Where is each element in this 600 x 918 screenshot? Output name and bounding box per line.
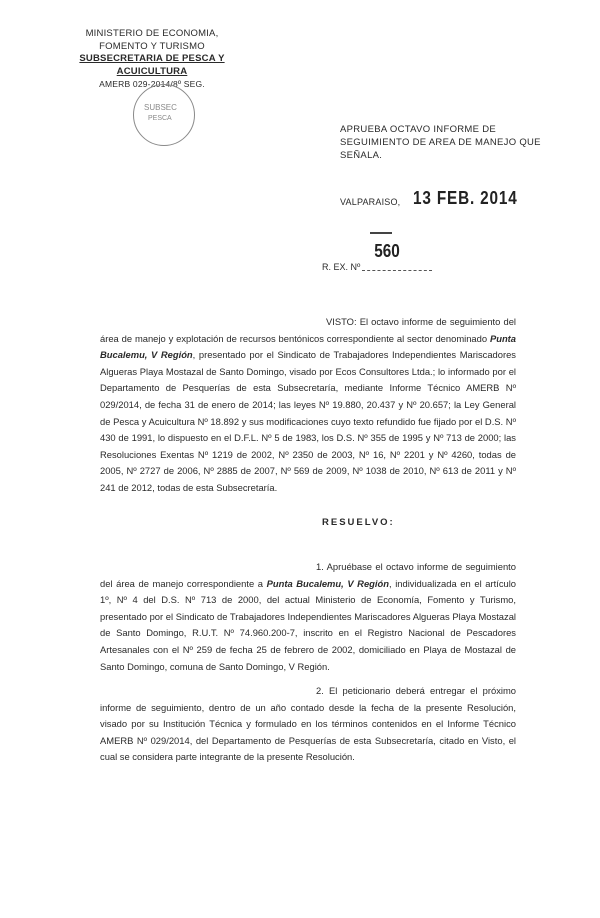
place-label: VALPARAISO, [340,197,401,207]
visto-label: VISTO: [326,316,357,327]
handwritten-dash [370,232,392,234]
resolution-point-1 [100,559,516,675]
official-stamp [133,84,195,146]
stamp-text-2: PESCA [148,115,172,122]
stamp-text-1: SUBSEC [144,103,177,112]
visto-place-name: Punta Bucalemu, V Región [100,332,517,361]
rex-underline [362,270,432,271]
p1-place-name: Punta Bucalemu, V Región [266,577,389,589]
letterhead [52,28,252,91]
rex-label: R. EX. Nº [322,262,361,272]
visto-text-b: , presentado por el Sindicato de Trabajadores Independientes Mariscadores Algueras Playa Mostazal de Santo Domingo, visado por Ecos Consultores Ltda.; lo informado por el Departamento de Pesquerías de esta Subsecretaría, mediante Informe Técnico AMERB Nº 029/2014, de fecha 31 de enero de 2014; las leyes Nº 19.880, 20.437 y Nº 20.657; la Ley General de Pesca y Acuicultura Nº 18.892 y sus modificaciones cuyo texto refundido fue fijado por el D.S. Nº 430 de 1991, lo dispuesto en el D.F.L. Nº 5 de 1983, los D.S. Nº 355 de 1995 y Nº 713 de 2000; las Resoluciones Exentas Nº 1219 de 2002, Nº 2350 de 2003, Nº 16, Nº 2201 y Nº 4260, todas de 2005, Nº 2727 de 2006, Nº 2885 de 2007, Nº 569 de 2009, Nº 1038 de 2010, Nº 613 de 2011 y Nº 241 de 2012, todas de esta Subsecretaría. [100,349,516,493]
date-stamp: 13 FEB. 2014 [413,188,518,208]
subject-line: APRUEBA OCTAVO INFORME DE SEGUIMIENTO DE AREA DE MANEJO QUE SEÑALA. [340,124,541,161]
resolution-number: 560 [374,241,400,261]
resolution-point-2: 2. El peticionario deberá entregar el próximo informe de seguimiento, dentro de un año contado desde la fecha de la presente Resolución, visado por su Institución Técnica y formulado en los términos contenidos en el Informe Técnico AMERB Nº 029/2014, del Departamento de Pesquerías de esta Subsecretaría, citado en Visto, el cual se considera parte integrante de la presente Resolución. [100,685,516,763]
visto-text-a: El octavo informe de seguimiento del área de manejo y explotación de recursos bentónicos correspondiente al sector denominado [100,316,516,344]
undersecretariat-line: SUBSECRETARIA DE PESCA Y ACUICULTURA [79,53,225,77]
reference-code: AMERB 029-2014/8º SEG. [99,79,205,89]
visto-paragraph [100,314,516,497]
p1-text-b: , individualizada en el artículo 1º, Nº 4 del D.S. Nº 713 de 2000, del actual Ministerio de Economía, Fomento y Turismo, presentado por el Sindicato de Trabajadores Independientes Mariscadores Algueras Playa Mostazal de Santo Domingo, R.U.T. Nº 74.960.200-7, inscrito en el Registro Nacional de Pescadores Artesanales con el Nº 259 de fecha 25 de febrero de 2002, domiciliado en Playa de Mostazal de Santo Domingo, comuna de Santo Domingo, V Región. [100,577,517,672]
p1-text-a: 1. Apruébase el octavo informe de seguimiento del área de manejo correspondiente a [100,561,516,589]
ministry-line: MINISTERIO DE ECONOMIA, [85,28,219,39]
resuelvo-heading: RESUELVO: [322,517,395,528]
ministry-line-2: FOMENTO Y TURISMO [99,40,205,52]
